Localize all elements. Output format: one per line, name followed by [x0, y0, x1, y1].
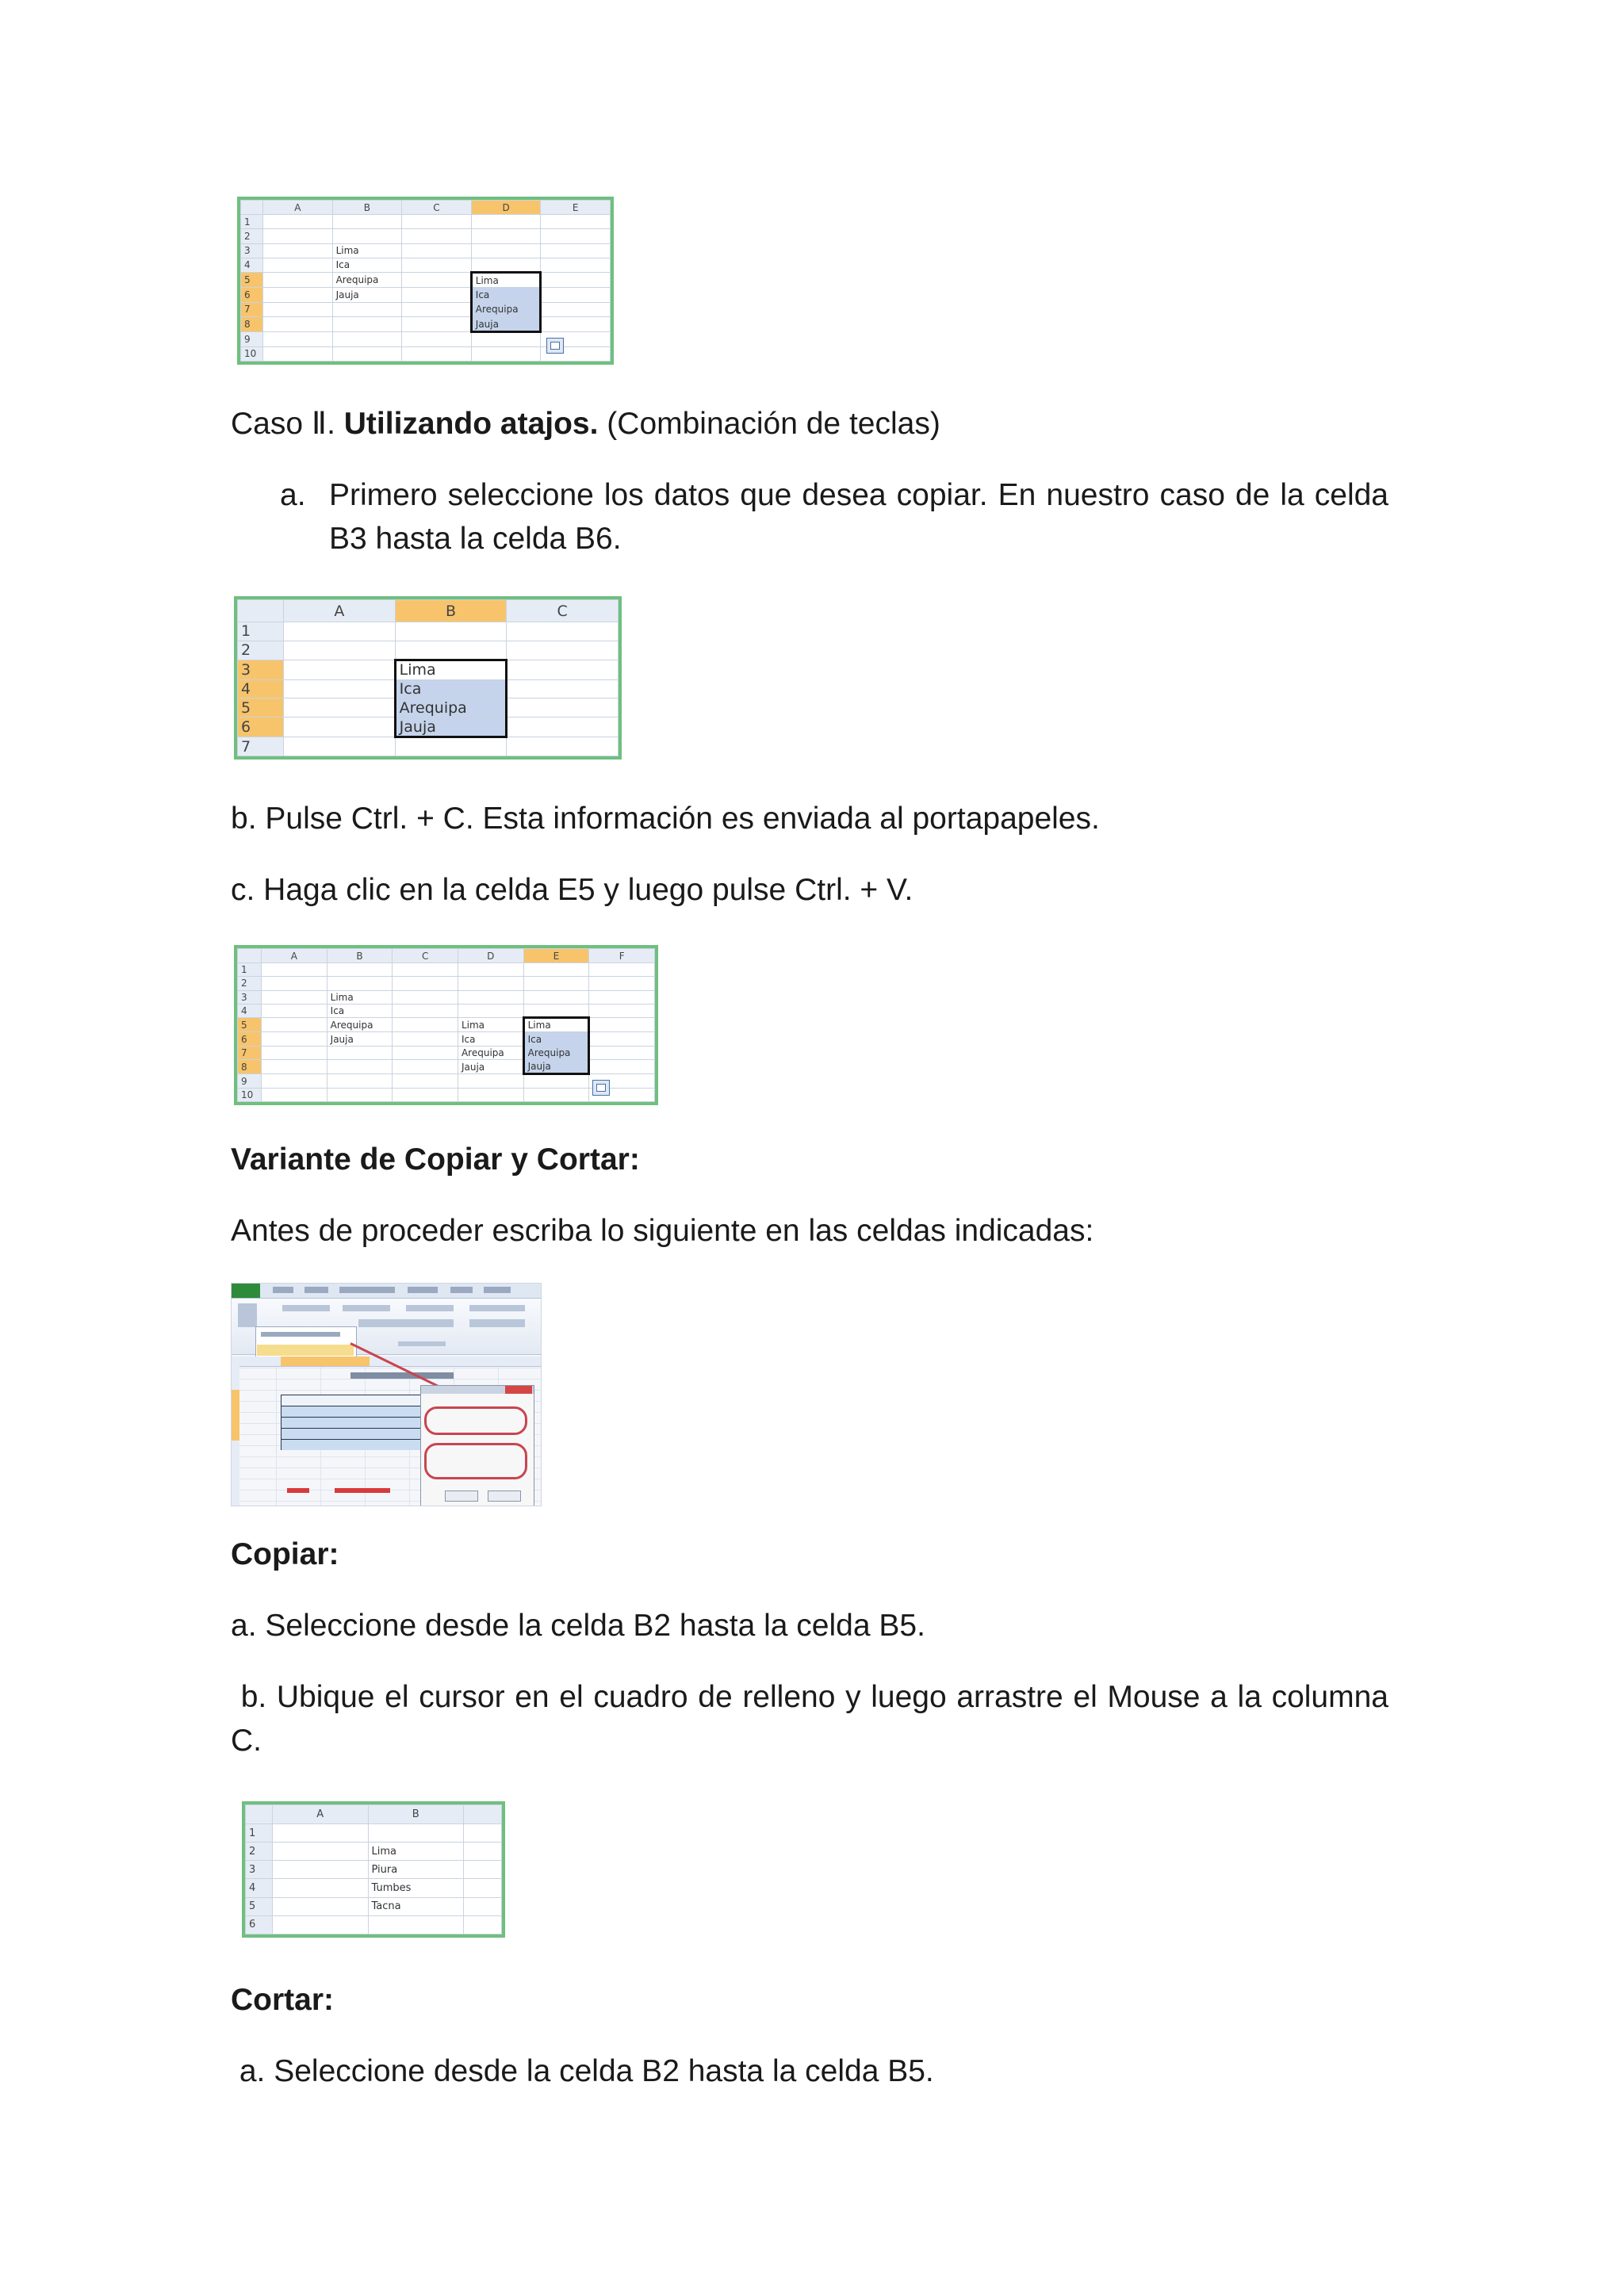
paste-dropdown-menu	[255, 1326, 357, 1360]
cell: Ica	[327, 1004, 393, 1017]
cell: Arequipa	[523, 1046, 589, 1059]
column-header: B	[395, 600, 507, 622]
ribbon-tabs	[232, 1284, 541, 1299]
column-header: B	[327, 949, 393, 963]
cortar-step-a: a. Seleccione desde la celda B2 hasta la celda B5.	[231, 2054, 934, 2088]
cell: Tacna	[368, 1897, 464, 1915]
column-header: C	[507, 600, 619, 622]
corner-cell	[238, 600, 284, 622]
row-header: 2	[246, 1843, 273, 1861]
column-header: A	[262, 949, 327, 963]
corner-cell	[241, 201, 263, 215]
step-c: c. Haga clic en la celda E5 y luego pulse Ctrl. + V.	[231, 873, 914, 907]
row-header: 5	[238, 1018, 262, 1032]
cortar-heading: Cortar:	[231, 1983, 335, 2017]
corner-cell	[246, 1805, 273, 1824]
column-header: C	[402, 201, 472, 215]
cell: Ica	[523, 1032, 589, 1046]
column-header: A	[263, 201, 333, 215]
column-header: C	[393, 949, 458, 963]
row-header: 10	[241, 346, 263, 361]
row-header: 9	[241, 332, 263, 346]
column-header: A	[284, 600, 396, 622]
row-header: 2	[238, 977, 262, 990]
step-a-text: Primero seleccione los datos que desea copiar. En nuestro caso de la celda B3 hasta la celda B6.	[329, 478, 1388, 556]
row-header: 4	[238, 679, 284, 698]
row-header: 4	[241, 258, 263, 272]
paste-options-icon	[546, 338, 564, 354]
cell: Jauja	[332, 288, 402, 302]
file-tab	[232, 1284, 260, 1298]
cell: Jauja	[471, 316, 541, 331]
row-header: 7	[238, 1046, 262, 1059]
cell: Jauja	[523, 1060, 589, 1074]
cell: Arequipa	[458, 1046, 523, 1059]
cell: Lima	[368, 1843, 464, 1861]
spreadsheet-figure-3	[234, 945, 658, 1105]
row-header: 1	[241, 215, 263, 229]
cell: Jauja	[458, 1060, 523, 1074]
cell: Arequipa	[327, 1018, 393, 1032]
row-header: 7	[238, 737, 284, 756]
column-header: A	[273, 1805, 369, 1824]
row-header: 6	[241, 288, 263, 302]
cell: Jauja	[327, 1032, 393, 1046]
step-b: b. Pulse Ctrl. + C. Esta información es enviada al portapapeles.	[231, 802, 1100, 836]
spreadsheet-figure-1	[237, 197, 614, 365]
column-header: B	[332, 201, 402, 215]
cell: Arequipa	[332, 273, 402, 288]
column-header: D	[458, 949, 523, 963]
row-header: 6	[246, 1915, 273, 1934]
excel-ribbon-screenshot	[231, 1283, 542, 1506]
cell: Piura	[368, 1861, 464, 1879]
cell: Ica	[471, 288, 541, 302]
row-header: 5	[246, 1897, 273, 1915]
cell: Jauja	[395, 718, 507, 737]
copiar-heading: Copiar:	[231, 1537, 339, 1571]
variante-heading: Variante de Copiar y Cortar:	[231, 1142, 640, 1177]
blog-url	[350, 1372, 454, 1379]
row-header: 3	[238, 990, 262, 1004]
row-header: 3	[241, 243, 263, 258]
copiar-step-a: a. Seleccione desde la celda B2 hasta la celda B5.	[231, 1609, 925, 1643]
row-header: 1	[238, 622, 284, 641]
antes-text: Antes de proceder escriba lo siguiente en las celdas indicadas:	[231, 1214, 1094, 1248]
row-header: 2	[238, 641, 284, 660]
cell: Lima	[458, 1018, 523, 1032]
row-header: 8	[238, 1060, 262, 1074]
cell: Lima	[327, 990, 393, 1004]
column-header: F	[589, 949, 655, 963]
column-header: B	[368, 1805, 464, 1824]
cell: Lima	[395, 660, 507, 679]
cell: Arequipa	[395, 698, 507, 718]
cell: Lima	[332, 243, 402, 258]
corner-cell	[238, 949, 262, 963]
row-header: 7	[241, 302, 263, 316]
row-header: 2	[241, 229, 263, 243]
row-header: 9	[238, 1074, 262, 1088]
cell: Tumbes	[368, 1879, 464, 1897]
paste-special-dialog	[420, 1385, 534, 1506]
step-a-marker: a.	[280, 478, 306, 512]
row-header: 3	[238, 660, 284, 679]
row-header: 6	[238, 1032, 262, 1046]
column-header: D	[471, 201, 541, 215]
row-header: 6	[238, 718, 284, 737]
row-header: 3	[246, 1861, 273, 1879]
spreadsheet-figure-4	[242, 1801, 505, 1938]
caso-heading: Caso Ⅱ. Utilizando atajos. (Combinación de teclas)	[231, 407, 940, 441]
cell: Arequipa	[471, 302, 541, 316]
row-header: 5	[241, 273, 263, 288]
row-header: 4	[246, 1879, 273, 1897]
cell: Ica	[458, 1032, 523, 1046]
row-header: 8	[241, 316, 263, 331]
cell: Ica	[395, 679, 507, 698]
input-table	[281, 1395, 423, 1450]
row-header: 1	[246, 1824, 273, 1843]
row-header: 10	[238, 1088, 262, 1101]
spreadsheet-figure-2	[234, 596, 622, 760]
cell: Ica	[332, 258, 402, 272]
copiar-step-b: b. Ubique el cursor en el cuadro de relleno y luego arrastre el Mouse a la columna C.	[231, 1680, 1397, 1758]
row-header: 4	[238, 1004, 262, 1017]
cell: Lima	[523, 1018, 589, 1032]
cell: Lima	[471, 273, 541, 288]
row-header: 5	[238, 698, 284, 718]
row-header: 1	[238, 963, 262, 977]
column-header: E	[541, 201, 611, 215]
paste-options-icon	[592, 1080, 610, 1096]
column-header: E	[523, 949, 589, 963]
